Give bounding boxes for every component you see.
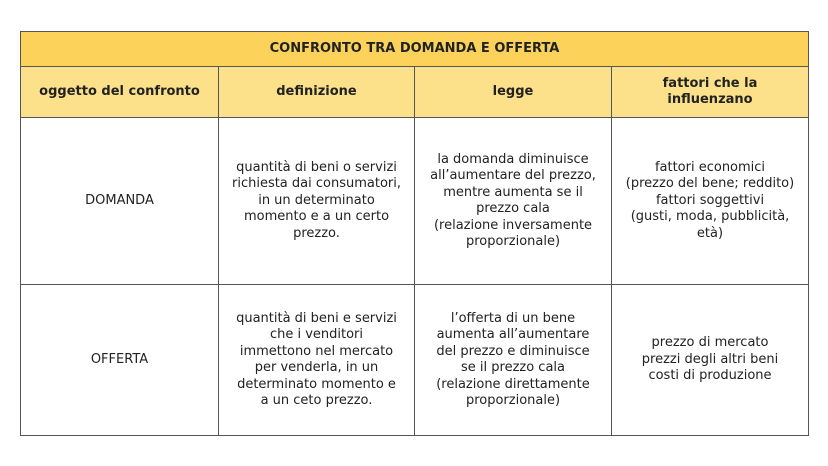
cell-oggetto: OFFERTA: [21, 285, 219, 436]
cell-definizione: quantità di beni o servizi richiesta dai consumatori, in un determinato momento e a un certo prezzo.: [219, 118, 415, 285]
header-definizione: definizione: [219, 67, 415, 118]
cell-legge: la domanda diminuisce all’aumentare del prezzo, mentre aumenta se il prezzo cala (relazione inversamente proporzionale): [415, 118, 612, 285]
header-legge: legge: [415, 67, 612, 118]
cell-fattori: prezzo di mercato prezzi degli altri beni costi di produzione: [612, 285, 809, 436]
table-header-row: [21, 67, 809, 118]
header-oggetto: oggetto del confronto: [21, 67, 219, 118]
table-title-row: [21, 32, 809, 67]
header-fattori: fattori che la influenzano: [612, 67, 809, 118]
cell-fattori: fattori economici (prezzo del bene; reddito) fattori soggettivi (gusti, moda, pubblicità, età): [612, 118, 809, 285]
cell-definizione: quantità di beni e servizi che i venditori immettono nel mercato per venderla, in un determinato momento e a un ceto prezzo.: [219, 285, 415, 436]
table-row-domanda: [21, 118, 809, 285]
cell-oggetto: DOMANDA: [21, 118, 219, 285]
table-row-offerta: [21, 285, 809, 436]
cell-legge: l’offerta di un bene aumenta all’aumentare del prezzo e diminuisce se il prezzo cala (relazione direttamente proporzionale): [415, 285, 612, 436]
table-title: CONFRONTO TRA DOMANDA E OFFERTA: [21, 32, 809, 67]
comparison-table: [20, 31, 809, 436]
